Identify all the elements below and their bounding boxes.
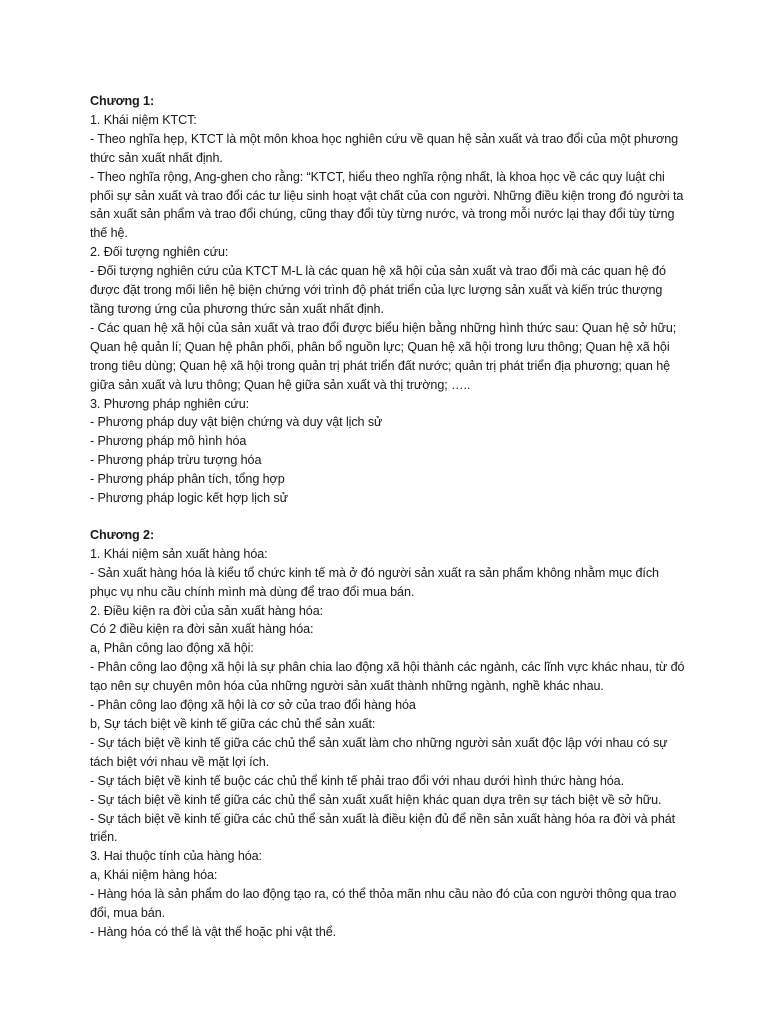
chapter-1-line: - Theo nghĩa rộng, Ang-ghen cho rằng: “KTCT, hiểu theo nghĩa rộng nhất, là khoa học về các quy luật chi phối sự sản xuất và trao đổi các tư liệu sinh hoạt vật chất của con người. Những điều kiện trong đó người ta sản xuất sản phẩm và trao đổi chúng, cũng thay đổi tùy từng nước, và trong mỗi nước lại thay đổi tùy từng thế hệ. xyxy=(90,169,684,241)
chapter-1-line: - Phương pháp duy vật biện chứng và duy vật lịch sử xyxy=(90,415,383,430)
chapter-2-line: 1. Khái niệm sản xuất hàng hóa: xyxy=(90,546,268,561)
document-page xyxy=(90,92,688,942)
chapter-1-line: - Các quan hệ xã hội của sản xuất và trao đổi được biểu hiện bằng những hình thức sau: Quan hệ sở hữu; Quan hệ quản lí; Quan hệ phân phối, phân bổ nguồn lực; Quan hệ xã hội trong lưu thông; Quan hệ xã hội trong tiêu dùng; Quan hệ xã hội trong quản trị phát triển đất nước; quản trị phát triển địa phương; quan hệ giữa sản xuất và lưu thông; Quan hệ giữa sản xuất và thị trường; ….. xyxy=(90,320,677,392)
chapter-2-line: a, Phân công lao động xã hội: xyxy=(90,641,254,656)
chapter-1-line: - Phương pháp trừu tượng hóa xyxy=(90,453,262,468)
chapter-2-line: - Sự tách biệt về kinh tế buộc các chủ thể kinh tế phải trao đổi với nhau dưới hình thức hàng hóa. xyxy=(90,773,624,788)
chapter-2-line: - Phân công lao động xã hội là cơ sở của trao đổi hàng hóa xyxy=(90,698,416,713)
chapter-1-line: - Phương pháp phân tích, tổng hợp xyxy=(90,472,285,487)
chapter-2-line: 2. Điều kiện ra đời của sản xuất hàng hóa: xyxy=(90,603,323,618)
chapter-2-line: 3. Hai thuộc tính của hàng hóa: xyxy=(90,849,262,864)
chapter-1-line: 3. Phương pháp nghiên cứu: xyxy=(90,396,250,411)
chapter-1-title: Chương 1: xyxy=(90,94,155,108)
chapter-2-line: b, Sự tách biệt về kinh tế giữa các chủ thể sản xuất: xyxy=(90,717,376,731)
chapter-2-line: - Sự tách biệt về kinh tế giữa các chủ thể sản xuất làm cho những người sản xuất độc lập với nhau có sự tách biệt với nhau về mặt lợi ích. xyxy=(90,735,668,769)
chapter-1-line: - Theo nghĩa hẹp, KTCT là một môn khoa học nghiên cứu về quan hệ sản xuất và trao đổi của một phương thức sản xuất nhất định. xyxy=(90,131,679,165)
chapter-2-line: - Sản xuất hàng hóa là kiểu tổ chức kinh tế mà ở đó người sản xuất ra sản phẩm không nhằm mục đích phục vụ nhu cầu chính mình mà dùng để trao đổi mua bán. xyxy=(90,565,659,599)
chapter-1-line: - Đối tượng nghiên cứu của KTCT M-L là các quan hệ xã hội của sản xuất và trao đổi mà các quan hệ đó được đặt trong mối liên hệ biện chứng với trình độ phát triển của lực lượng sản xuất và kiến trúc thượng tầng tương ứng của phương thức sản xuất nhất định. xyxy=(90,264,666,316)
chapter-2-line: - Sự tách biệt về kinh tế giữa các chủ thể sản xuất xuất hiện khác quan dựa trên sự tách biệt về sở hữu. xyxy=(90,792,662,807)
chapter-1-line: - Phương pháp mô hình hóa xyxy=(90,434,247,449)
chapter-2-line: - Phân công lao động xã hội là sự phân chia lao động xã hội thành các ngành, các lĩnh vực khác nhau, từ đó tạo nên sự chuyên môn hóa của những người sản xuất thành những ngành, nghề khác nhau. xyxy=(90,660,685,694)
chapter-2-title: Chương 2: xyxy=(90,527,155,542)
chapter-2-line: a, Khái niệm hàng hóa: xyxy=(90,868,218,883)
chapter-1-line: 2. Đối tượng nghiên cứu: xyxy=(90,245,229,260)
chapter-2-line: Có 2 điều kiện ra đời sản xuất hàng hóa: xyxy=(90,622,314,637)
chapter-2-line: - Sự tách biệt về kinh tế giữa các chủ thể sản xuất là điều kiện đủ để nền sản xuất hàng hóa ra đời và phát triển. xyxy=(90,811,676,845)
chapter-divider xyxy=(90,508,688,526)
chapter-2-line: - Hàng hóa có thể là vật thể hoặc phi vật thể. xyxy=(90,924,337,939)
chapter-1-line: 1. Khái niệm KTCT: xyxy=(90,112,197,127)
chapter-2-line: - Hàng hóa là sản phẩm do lao động tạo ra, có thể thỏa mãn nhu cầu nào đó của con người thông qua trao đổi, mua bán. xyxy=(90,887,677,921)
chapter-1-line: - Phương pháp logic kết hợp lịch sử xyxy=(90,491,288,506)
